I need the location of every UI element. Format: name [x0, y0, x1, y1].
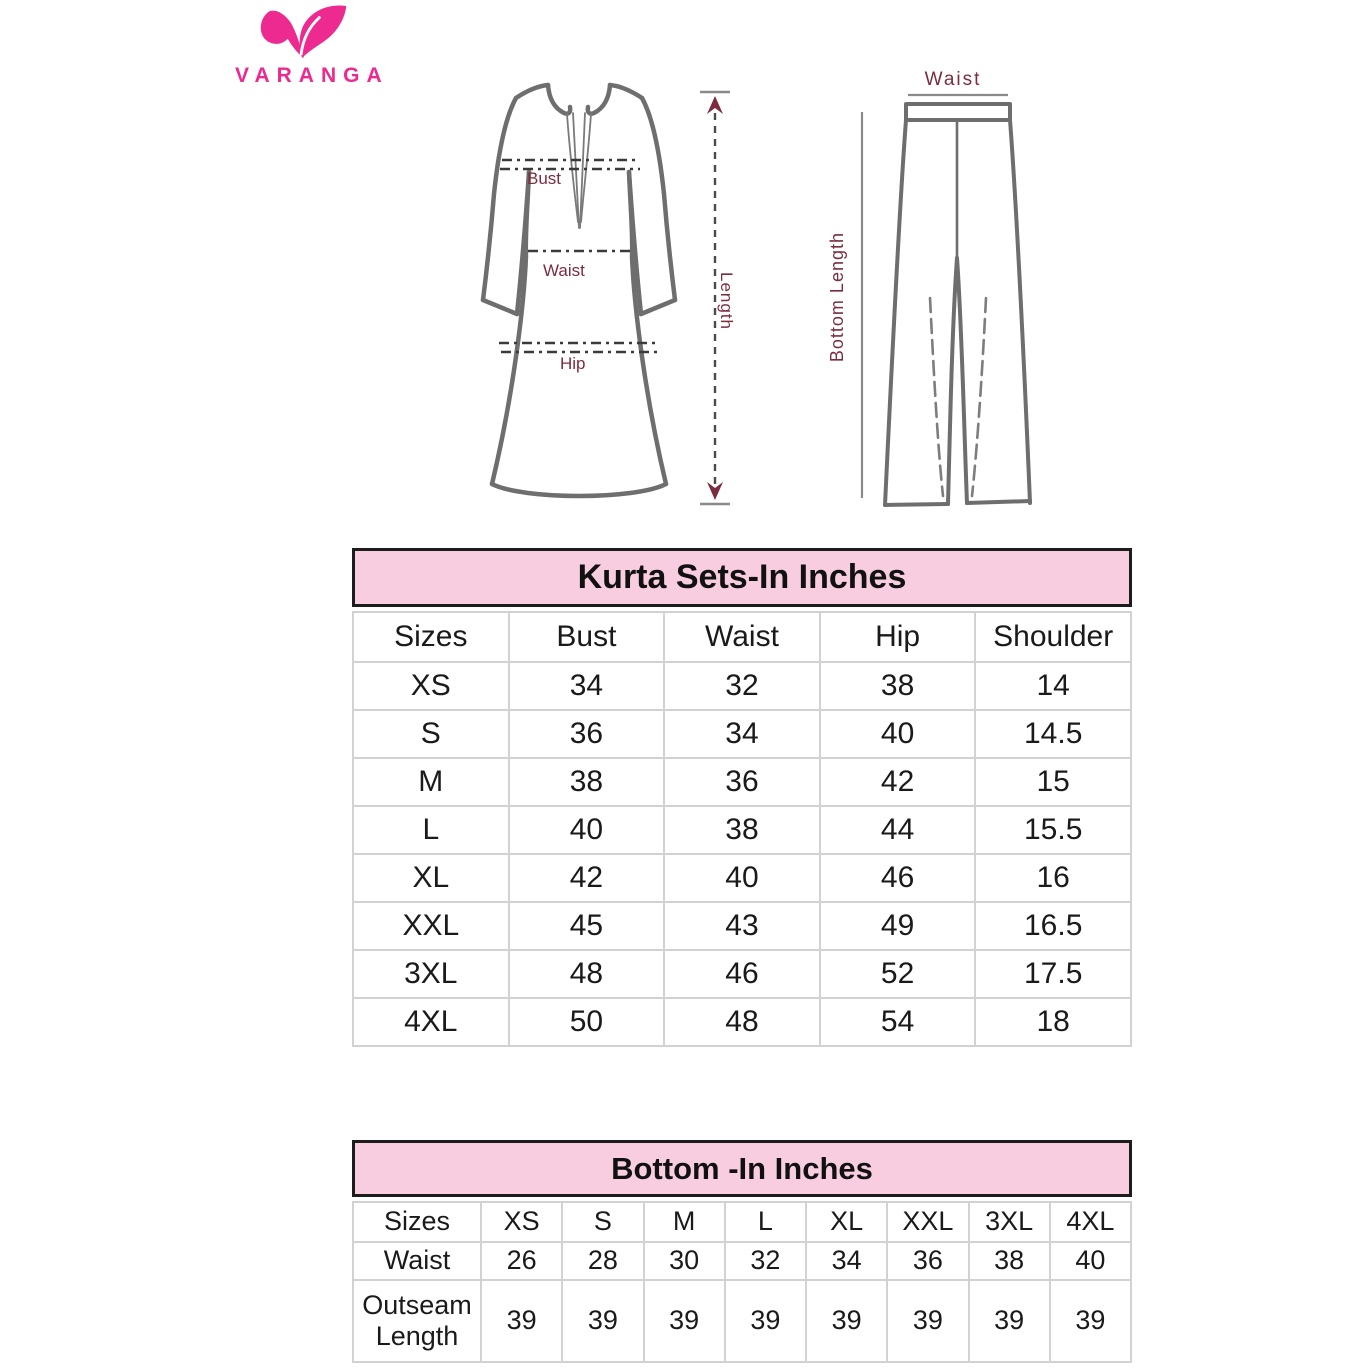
row-header: XL — [353, 854, 509, 902]
data-cell: 15 — [975, 758, 1131, 806]
row-header: 3XL — [353, 950, 509, 998]
data-cell: 39 — [1050, 1280, 1131, 1362]
column-header: Hip — [820, 612, 976, 662]
data-cell: 52 — [820, 950, 976, 998]
data-cell: 39 — [562, 1280, 643, 1362]
table-row — [353, 758, 1131, 806]
pants-bottom-length-label: Bottom Length — [827, 232, 847, 363]
data-cell: 34 — [806, 1242, 887, 1280]
data-cell: 40 — [664, 854, 820, 902]
data-cell: 39 — [969, 1280, 1050, 1362]
data-cell: 42 — [509, 854, 665, 902]
data-cell: 44 — [820, 806, 976, 854]
header-row — [353, 1202, 1131, 1242]
pants-waist-label: Waist — [924, 69, 982, 90]
table-row — [353, 662, 1131, 710]
data-cell: 39 — [887, 1280, 968, 1362]
data-cell: 50 — [509, 998, 665, 1046]
column-header: Sizes — [353, 612, 509, 662]
column-header: Sizes — [353, 1202, 481, 1242]
data-cell: 39 — [644, 1280, 725, 1362]
data-cell: 39 — [725, 1280, 806, 1362]
row-header: M — [353, 758, 509, 806]
column-header: XXL — [887, 1202, 968, 1242]
data-cell: 38 — [509, 758, 665, 806]
data-cell: 14 — [975, 662, 1131, 710]
kurta-waist-label: Waist — [543, 261, 585, 280]
row-header: Waist — [353, 1242, 481, 1280]
row-header: XXL — [353, 902, 509, 950]
pants-line-drawing — [846, 58, 1056, 510]
data-cell: 32 — [664, 662, 820, 710]
column-header: XS — [481, 1202, 562, 1242]
table-row — [353, 950, 1131, 998]
data-cell: 40 — [509, 806, 665, 854]
column-header: L — [725, 1202, 806, 1242]
bottom-table-title: Bottom -In Inches — [352, 1140, 1132, 1197]
kurta-hip-label: Hip — [560, 354, 586, 373]
data-cell: 16.5 — [975, 902, 1131, 950]
data-cell: 14.5 — [975, 710, 1131, 758]
brand-logo — [228, 0, 389, 88]
data-cell: 46 — [820, 854, 976, 902]
kurta-bust-label: Bust — [527, 169, 562, 188]
data-cell: 34 — [509, 662, 665, 710]
data-cell: 16 — [975, 854, 1131, 902]
column-header: S — [562, 1202, 643, 1242]
kurta-size-table-block — [352, 548, 1132, 1047]
row-header: 4XL — [353, 998, 509, 1046]
data-cell: 38 — [820, 662, 976, 710]
data-cell: 40 — [1050, 1242, 1131, 1280]
kurta-size-table — [352, 611, 1132, 1047]
data-cell: 26 — [481, 1242, 562, 1280]
table-row — [353, 1242, 1131, 1280]
data-cell: 18 — [975, 998, 1131, 1046]
data-cell: 34 — [664, 710, 820, 758]
data-cell: 30 — [644, 1242, 725, 1280]
data-cell: 36 — [509, 710, 665, 758]
kurta-line-drawing — [478, 76, 682, 512]
data-cell: 32 — [725, 1242, 806, 1280]
table-row — [353, 998, 1131, 1046]
data-cell: 39 — [481, 1280, 562, 1362]
data-cell: 48 — [509, 950, 665, 998]
data-cell: 38 — [969, 1242, 1050, 1280]
column-header: 4XL — [1050, 1202, 1131, 1242]
table-row — [353, 854, 1131, 902]
column-header: 3XL — [969, 1202, 1050, 1242]
data-cell: 43 — [664, 902, 820, 950]
row-header: S — [353, 710, 509, 758]
data-cell: 45 — [509, 902, 665, 950]
column-header: M — [644, 1202, 725, 1242]
data-cell: 46 — [664, 950, 820, 998]
data-cell: 54 — [820, 998, 976, 1046]
data-cell: 28 — [562, 1242, 643, 1280]
data-cell: 48 — [664, 998, 820, 1046]
row-header: Outseam Length — [353, 1280, 481, 1362]
data-cell: 39 — [806, 1280, 887, 1362]
data-cell: 36 — [664, 758, 820, 806]
row-header: L — [353, 806, 509, 854]
header-row — [353, 612, 1131, 662]
column-header: XL — [806, 1202, 887, 1242]
data-cell: 40 — [820, 710, 976, 758]
column-header: Shoulder — [975, 612, 1131, 662]
table-row — [353, 1280, 1131, 1362]
data-cell: 42 — [820, 758, 976, 806]
data-cell: 49 — [820, 902, 976, 950]
bottom-size-table — [352, 1201, 1132, 1363]
data-cell: 36 — [887, 1242, 968, 1280]
table-row — [353, 710, 1131, 758]
column-header: Waist — [664, 612, 820, 662]
kurta-length-label: Length — [717, 272, 736, 330]
data-cell: 17.5 — [975, 950, 1131, 998]
row-header: XS — [353, 662, 509, 710]
table-row — [353, 806, 1131, 854]
bottom-size-table-block — [352, 1140, 1132, 1363]
kurta-table-title: Kurta Sets-In Inches — [352, 548, 1132, 607]
data-cell: 15.5 — [975, 806, 1131, 854]
data-cell: 38 — [664, 806, 820, 854]
table-row — [353, 902, 1131, 950]
brand-name: VARANGA — [235, 64, 389, 87]
column-header: Bust — [509, 612, 665, 662]
varanga-bird-logo-icon — [256, 2, 352, 62]
